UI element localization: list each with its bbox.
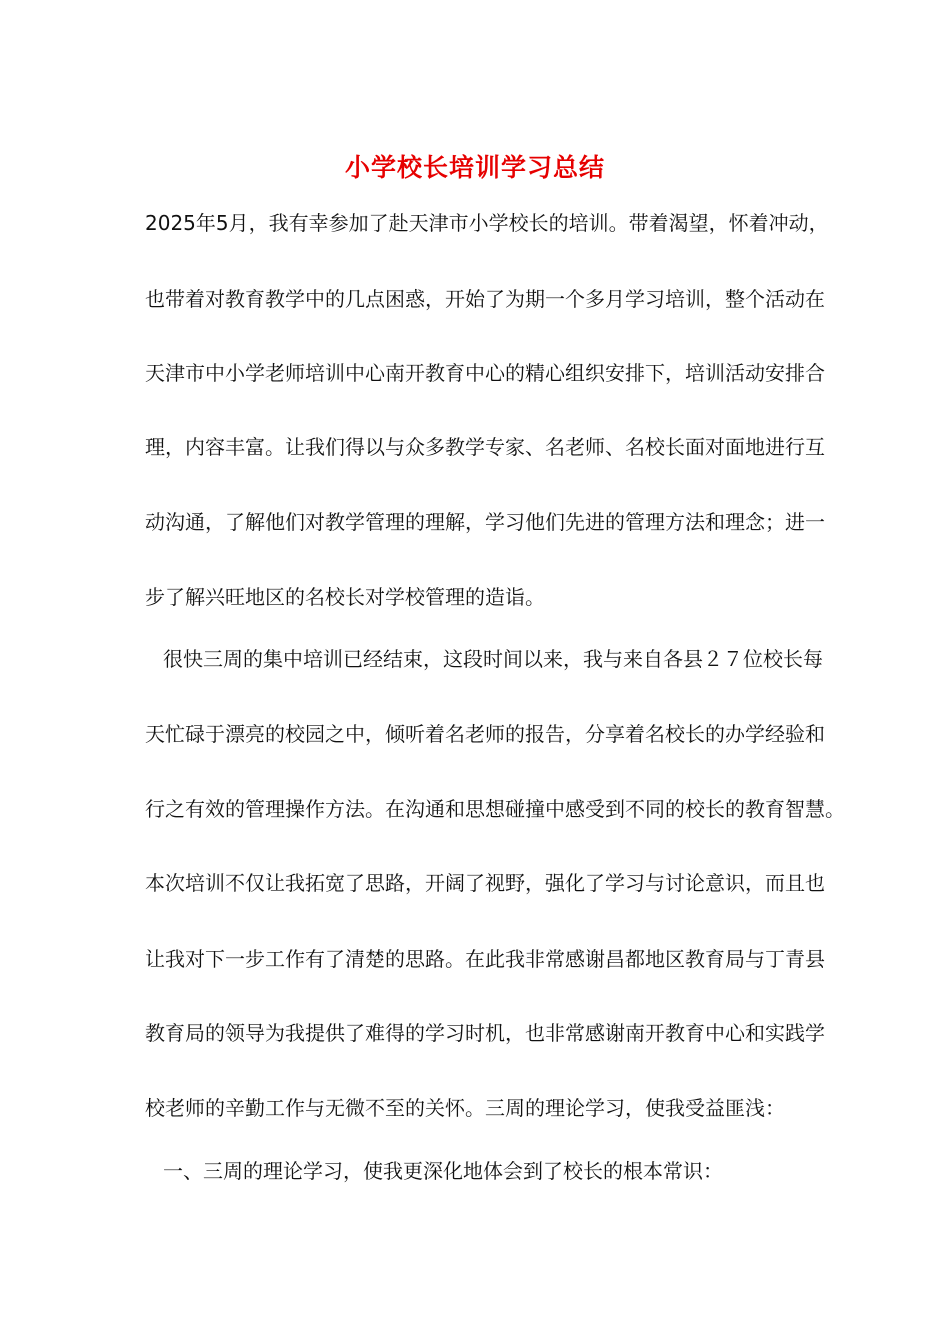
document-title: 小学校长培训学习总结	[344, 153, 605, 182]
paragraph-line: 行之有效的管理操作方法。在沟通和思想碰撞中感受到不同的校长的教育智慧。	[145, 797, 845, 821]
paragraph-line: 理，内容丰富。让我们得以与众多教学专家、名老师、名校长面对面地进行互	[145, 435, 825, 459]
paragraph-line: 校老师的辛勤工作与无微不至的关怀。三周的理论学习，使我受益匪浅：	[145, 1096, 785, 1120]
paragraph-line: 本次培训不仅让我拓宽了思路，开阔了视野，强化了学习与讨论意识，而且也	[145, 871, 825, 895]
paragraph-line: 一、三周的理论学习，使我更深化地体会到了校长的根本常识：	[163, 1159, 723, 1183]
paragraph-line: 天津市中小学老师培训中心南开教育中心的精心组织安排下，培训活动安排合	[145, 361, 825, 385]
paragraph-line: 2025年5月，我有幸参加了赴天津市小学校长的培训。带着渴望，怀着冲动，	[145, 211, 829, 235]
paragraph-line: 让我对下一步工作有了清楚的思路。在此我非常感谢昌都地区教育局与丁青县	[145, 947, 825, 971]
paragraph-line: 步了解兴旺地区的名校长对学校管理的造诣。	[145, 585, 545, 609]
paragraph-line: 也带着对教育教学中的几点困惑，开始了为期一个多月学习培训，整个活动在	[145, 287, 825, 311]
paragraph-line: 动沟通，了解他们对教学管理的理解，学习他们先进的管理方法和理念；进一	[145, 510, 825, 534]
paragraph-line: 教育局的领导为我提供了难得的学习时机，也非常感谢南开教育中心和实践学	[145, 1021, 825, 1045]
paragraph-line: 天忙碌于漂亮的校园之中，倾听着名老师的报告，分享着名校长的办学经验和	[145, 722, 825, 746]
paragraph-line: 很快三周的集中培训已经结束，这段时间以来，我与来自各县２７位校长每	[163, 647, 823, 671]
